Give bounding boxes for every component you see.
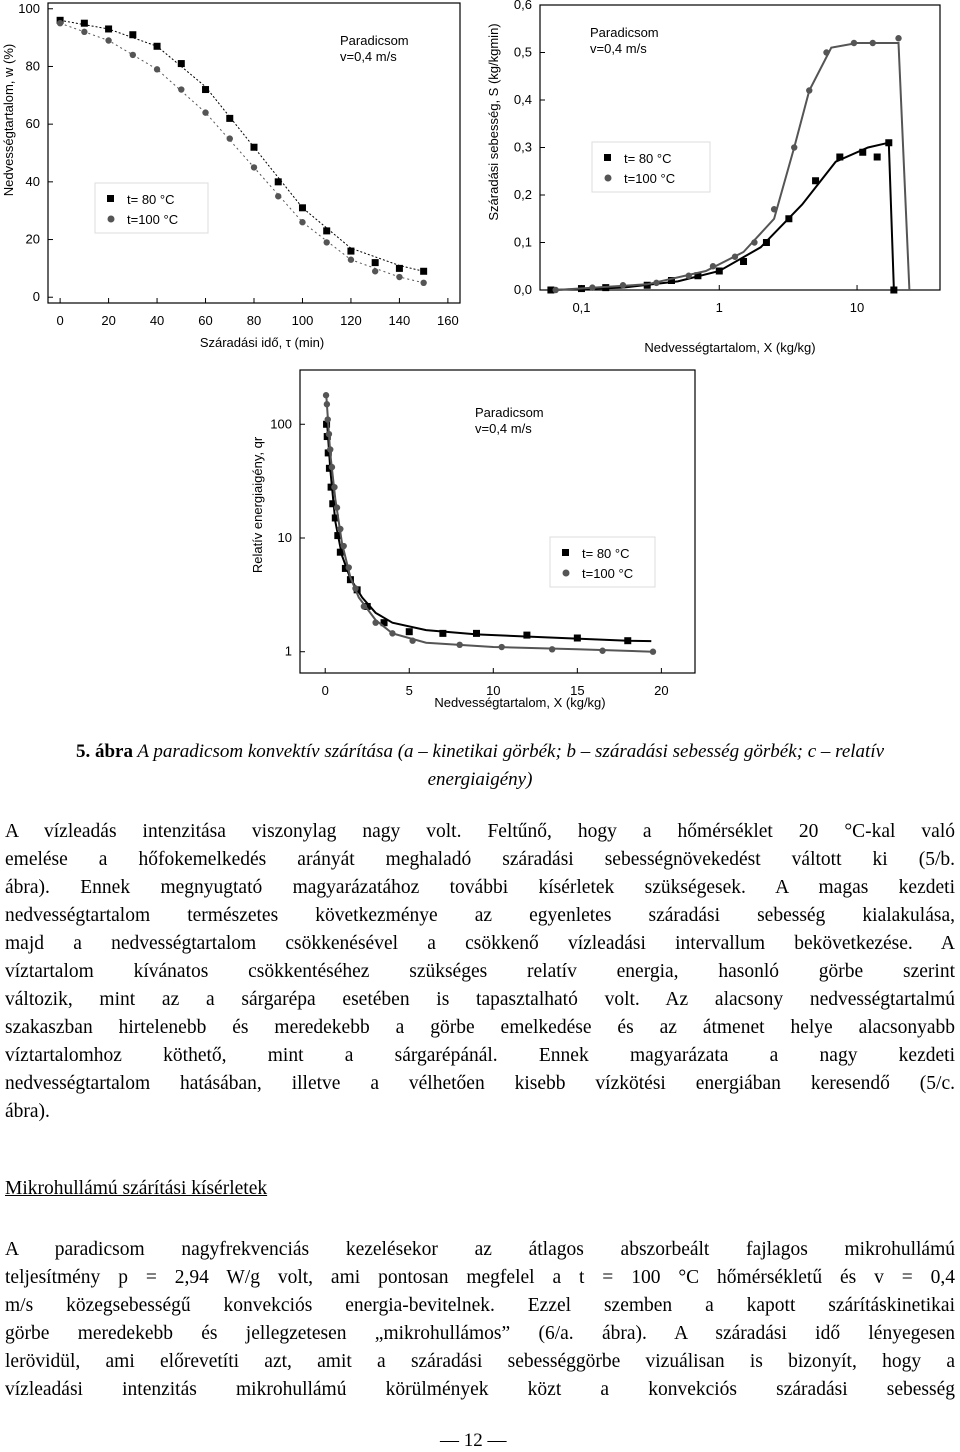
- data-point: [341, 543, 347, 549]
- y-tick-label: 0,4: [513, 92, 532, 107]
- data-point: [226, 115, 233, 122]
- page-number-value: 12: [463, 1430, 483, 1451]
- chart-relative-energy: [240, 365, 710, 720]
- x-tick-label: 40: [149, 313, 165, 328]
- data-point: [473, 630, 480, 637]
- y-tick-label: 100: [18, 0, 40, 16]
- text-line: vízleadási intenzitás mikrohullámú körülmények közt a konvekciós száradási sebesség: [5, 1379, 955, 1400]
- x-axis-label: Nedvességtartalom, X (kg/kg): [644, 340, 816, 355]
- data-point: [81, 20, 88, 27]
- data-point: [806, 87, 812, 93]
- x-tick-label: 80: [246, 313, 262, 328]
- data-point: [589, 284, 595, 290]
- data-point: [347, 248, 354, 255]
- y-axis-label: Relatív energiaigény, qr: [250, 436, 265, 574]
- y-tick-label: 0,6: [513, 0, 532, 12]
- data-point: [154, 66, 160, 72]
- x-tick-label: 5: [405, 683, 413, 698]
- x-tick-label: 15: [570, 683, 585, 698]
- data-point: [323, 227, 330, 234]
- data-point: [324, 401, 330, 407]
- y-tick-label: 80: [25, 58, 40, 74]
- data-point: [346, 564, 352, 570]
- text-line: emelése a hőfokemelkedés arányát meghaladó száradási sebességnövekedést váltott ki (5/b.: [5, 849, 955, 870]
- data-point: [523, 632, 530, 639]
- x-tick-label: 120: [340, 313, 362, 328]
- data-point: [574, 635, 581, 642]
- y-tick-label: 40: [25, 173, 40, 189]
- text-line: szakaszban hirtelenebb és meredekebb a görbe emelkedése és az átmenet helye alacsonyabb: [5, 1017, 955, 1038]
- data-point: [275, 193, 281, 199]
- plot-frame: [48, 3, 460, 303]
- legend-marker-circle: [108, 216, 115, 223]
- x-tick-label: 10: [486, 683, 501, 698]
- data-point: [202, 109, 208, 115]
- legend-marker-circle: [563, 570, 570, 577]
- data-point: [323, 392, 329, 398]
- data-point: [895, 35, 901, 41]
- data-point: [870, 40, 876, 46]
- data-point: [105, 37, 111, 43]
- x-tick-label: 0: [56, 313, 64, 328]
- annotation-text: Paradicsom: [590, 25, 659, 40]
- data-point: [409, 638, 415, 644]
- data-point: [439, 630, 446, 637]
- data-point: [105, 25, 112, 32]
- x-tick-label: 60: [198, 313, 213, 328]
- x-tick-label: 20: [654, 683, 669, 698]
- data-point: [406, 628, 413, 635]
- data-point: [202, 86, 209, 93]
- annotation-text: v=0,4 m/s: [475, 421, 532, 436]
- annotation-text: v=0,4 m/s: [340, 49, 397, 64]
- data-point: [372, 259, 379, 266]
- data-point: [372, 268, 378, 274]
- legend-marker-circle: [605, 175, 612, 182]
- y-tick-label: 0,5: [513, 44, 532, 60]
- text-line: ábra). Ennek megnyugtató magyarázatához további kísérletek szükségesek. A magas kezdeti: [5, 877, 955, 898]
- y-tick-label: 0,3: [513, 139, 532, 155]
- x-tick-label: 160: [437, 313, 459, 328]
- data-point: [327, 446, 333, 452]
- data-point: [836, 154, 843, 161]
- data-point: [851, 40, 857, 46]
- text-line: görbe meredekebb és jellegzetesen „mikrohullámos” (6/a. ábra). A száradási idő lényegesen: [5, 1323, 955, 1344]
- data-point: [337, 526, 343, 532]
- data-point: [251, 164, 257, 170]
- y-tick-label: 20: [25, 231, 40, 247]
- data-point: [352, 585, 358, 591]
- data-point: [275, 178, 282, 185]
- y-axis-label: Száradási sebesség, S (kg/kgmin): [486, 23, 501, 221]
- paragraph-2: [5, 1236, 955, 1404]
- data-point: [685, 273, 691, 279]
- data-point: [771, 206, 777, 212]
- text-line: majd a nedvességtartalom csökkenésével a csökkenő vízleadási intervallum bekövetkezése. A: [5, 933, 955, 954]
- data-point: [396, 274, 402, 280]
- data-point: [178, 86, 184, 92]
- y-tick-label: 1: [284, 643, 292, 659]
- data-point: [361, 603, 367, 609]
- annotation-text: Paradicsom: [340, 33, 409, 48]
- y-tick-label: 0,0: [513, 282, 532, 297]
- data-point: [299, 204, 306, 211]
- caption-text: A paradicsom konvektív szárítása (a – kinetikai görbék; b – száradási sebesség görbék; c – relatív: [132, 741, 885, 762]
- text-line: lerövidül, ami előrevetíti azt, amit a száradási sebességgörbe vizuálisan is bizonyít, hogy a: [5, 1351, 955, 1372]
- legend-label: t= 80 °C: [624, 151, 672, 166]
- data-point: [890, 287, 897, 294]
- data-point: [299, 219, 305, 225]
- data-point: [499, 644, 505, 650]
- data-point: [251, 144, 258, 151]
- legend-label: t=100 °C: [127, 212, 179, 227]
- x-tick-label: 1: [715, 300, 723, 315]
- data-point: [812, 177, 819, 184]
- data-point: [129, 31, 136, 38]
- data-point: [549, 646, 555, 652]
- text-line: teljesítmény p = 2,94 W/g volt, ami pontosan megfelel a t = 100 °C hőmérsékletű és v = 0,4: [5, 1267, 955, 1288]
- annotation-text: Paradicsom: [475, 405, 544, 420]
- annotation-text: v=0,4 m/s: [590, 41, 647, 56]
- data-point: [329, 464, 335, 470]
- legend-marker-square: [562, 549, 569, 556]
- data-point: [389, 630, 395, 636]
- data-point: [420, 268, 427, 275]
- section-heading: Mikrohullámú szárítási kísérletek: [5, 1178, 268, 1199]
- data-point: [130, 52, 136, 58]
- y-tick-label: 0,1: [513, 234, 532, 250]
- data-point: [885, 139, 892, 146]
- text-line: víztartalom kívánatos csökkentéséhez szükséges relatív energia, hasonló görbe szerint: [5, 961, 955, 982]
- x-tick-label: 140: [388, 313, 411, 328]
- data-point: [81, 29, 87, 35]
- legend-marker-square: [604, 154, 611, 161]
- caption-label: 5. ábra: [75, 741, 133, 762]
- legend-label: t=100 °C: [582, 566, 634, 581]
- data-point: [227, 135, 233, 141]
- data-point: [650, 649, 656, 655]
- legend-label: t= 80 °C: [127, 192, 175, 207]
- x-tick-label: 0,1: [572, 300, 591, 315]
- figure-caption: [40, 738, 920, 794]
- paragraph-1: [5, 818, 955, 1126]
- data-point: [324, 239, 330, 245]
- y-axis-label: Nedvességtartalom, w (%): [1, 43, 16, 197]
- text-line: A vízleadás intenzitása viszonylag nagy volt. Feltűnő, hogy a hőmérséklet 20 °C-kal való: [5, 821, 955, 842]
- data-point: [178, 60, 185, 67]
- data-point: [740, 258, 747, 265]
- data-point: [552, 287, 558, 293]
- data-point: [396, 265, 403, 272]
- y-tick-label: 10: [277, 529, 292, 545]
- data-point: [859, 149, 866, 156]
- data-point: [763, 239, 770, 246]
- data-point: [791, 144, 797, 150]
- text-line: A paradicsom nagyfrekvenciás kezelésekor az átlagos abszorbeált fajlagos mikrohullámú: [5, 1239, 955, 1260]
- x-tick-label: 0: [321, 683, 329, 698]
- data-point: [874, 154, 881, 161]
- series-fit-line: [327, 420, 651, 641]
- chart-drying-kinetics: [0, 0, 460, 360]
- legend-marker-square: [107, 195, 114, 202]
- text-line: változik, mint az a sárgarépa esetében is tapasztalható volt. Az alacsony nedvességtartalmú: [5, 989, 955, 1010]
- x-axis-label: Nedvességtartalom, X (kg/kg): [434, 695, 606, 710]
- data-point: [823, 49, 829, 55]
- y-tick-label: 60: [25, 116, 40, 132]
- text-line: ábra).: [5, 1101, 50, 1122]
- text-line: m/s közegsebességű konvekciós energia-bevitelnek. Ezzel szemben a kapott szárításkinetikai: [5, 1295, 955, 1316]
- data-point: [751, 239, 757, 245]
- page-number: — 12 —: [440, 1430, 507, 1451]
- data-point: [348, 257, 354, 263]
- data-point: [710, 263, 716, 269]
- data-point: [331, 484, 337, 490]
- x-tick-label: 100: [291, 313, 314, 328]
- y-tick-label: 100: [270, 416, 292, 432]
- y-tick-label: 0: [32, 289, 40, 305]
- x-axis-label: Száradási idő, τ (min): [199, 335, 325, 350]
- data-point: [716, 268, 723, 275]
- text-line: nedvességtartalom hatásában, illetve a vélhetően kisebb vízkötési energiában keresendő (5/c.: [5, 1073, 955, 1094]
- data-point: [624, 637, 631, 644]
- data-point: [620, 282, 626, 288]
- data-point: [732, 254, 738, 260]
- legend-label: t=100 °C: [624, 171, 676, 186]
- data-point: [154, 43, 161, 50]
- text-line: víztartalomhoz köthető, mint a sárgarépánál. Ennek magyarázata a nagy kezdeti: [5, 1045, 955, 1066]
- x-tick-label: 20: [101, 313, 116, 328]
- data-point: [326, 431, 332, 437]
- x-tick-label: 10: [849, 300, 865, 315]
- data-point: [372, 619, 378, 625]
- data-point: [334, 504, 340, 510]
- y-tick-label: 0,2: [513, 187, 532, 202]
- caption-text-2: energiaigény): [427, 769, 533, 790]
- data-point: [325, 416, 331, 422]
- legend-label: t= 80 °C: [582, 546, 630, 561]
- data-point: [57, 20, 63, 26]
- data-point: [599, 648, 605, 654]
- text-line: nedvességtartalom természetes következménye az egyenletes száradási sebesség kialakulása,: [5, 905, 955, 926]
- chart-drying-rate: [480, 0, 960, 360]
- data-point: [456, 642, 462, 648]
- data-point: [653, 280, 659, 286]
- data-point: [785, 215, 792, 222]
- data-point: [420, 280, 426, 286]
